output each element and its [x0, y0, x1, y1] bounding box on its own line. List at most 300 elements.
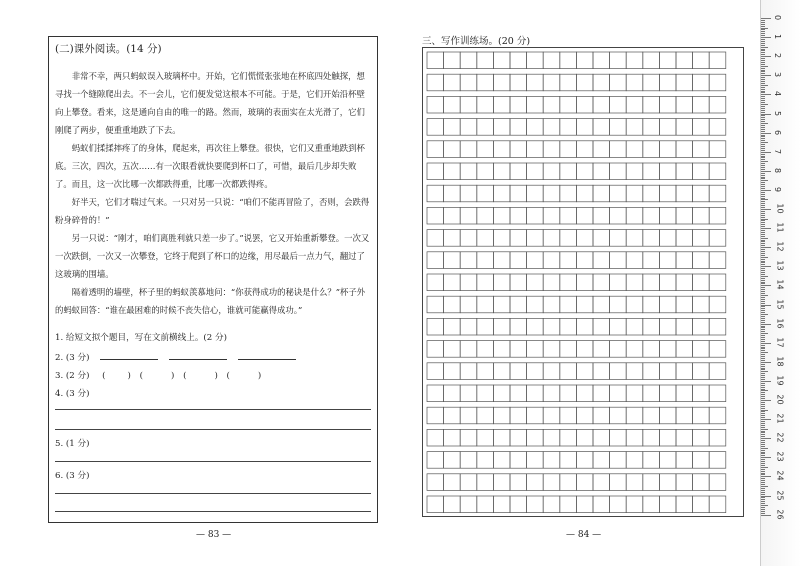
grid-cell[interactable] [510, 74, 527, 91]
grid-cell[interactable] [527, 385, 544, 402]
grid-cell[interactable] [427, 252, 444, 269]
grid-cell[interactable] [576, 496, 593, 513]
grid-cell[interactable] [560, 52, 577, 69]
grid-cell[interactable] [643, 407, 660, 424]
grid-cell[interactable] [543, 407, 560, 424]
grid-cell[interactable] [626, 341, 643, 358]
grid-cell[interactable] [676, 96, 693, 113]
grid-cell[interactable] [510, 296, 527, 313]
grid-cell[interactable] [444, 74, 461, 91]
grid-cell[interactable] [527, 185, 544, 202]
grid-cell[interactable] [659, 52, 676, 69]
grid-cell[interactable] [643, 318, 660, 335]
grid-cell[interactable] [643, 341, 660, 358]
grid-cell[interactable] [643, 296, 660, 313]
grid-cell[interactable] [560, 407, 577, 424]
grid-cell[interactable] [593, 252, 610, 269]
grid-cell[interactable] [576, 207, 593, 224]
grid-cell[interactable] [693, 96, 710, 113]
grid-cell[interactable] [510, 141, 527, 158]
grid-cell[interactable] [610, 296, 627, 313]
grid-cell[interactable] [659, 341, 676, 358]
grid-cell[interactable] [709, 318, 726, 335]
grid-cell[interactable] [543, 207, 560, 224]
answer-blank[interactable] [100, 351, 158, 360]
grid-cell[interactable] [626, 363, 643, 380]
grid-cell[interactable] [510, 363, 527, 380]
grid-cell[interactable] [693, 341, 710, 358]
grid-cell[interactable] [709, 185, 726, 202]
grid-cell[interactable] [610, 207, 627, 224]
grid-cell[interactable] [444, 429, 461, 446]
grid-cell[interactable] [643, 429, 660, 446]
grid-cell[interactable] [493, 141, 510, 158]
grid-cell[interactable] [427, 318, 444, 335]
grid-cell[interactable] [444, 185, 461, 202]
grid-cell[interactable] [576, 363, 593, 380]
grid-cell[interactable] [427, 230, 444, 247]
grid-cell[interactable] [659, 363, 676, 380]
grid-cell[interactable] [543, 252, 560, 269]
grid-cell[interactable] [659, 274, 676, 291]
grid-cell[interactable] [643, 474, 660, 491]
grid-cell[interactable] [527, 74, 544, 91]
grid-cell[interactable] [643, 52, 660, 69]
grid-cell[interactable] [477, 163, 494, 180]
grid-cell[interactable] [543, 52, 560, 69]
grid-cell[interactable] [427, 96, 444, 113]
grid-cell[interactable] [626, 407, 643, 424]
grid-cell[interactable] [709, 230, 726, 247]
grid-cell[interactable] [560, 119, 577, 136]
grid-cell[interactable] [676, 274, 693, 291]
grid-cell[interactable] [527, 407, 544, 424]
grid-cell[interactable] [427, 474, 444, 491]
grid-cell[interactable] [576, 341, 593, 358]
grid-cell[interactable] [527, 96, 544, 113]
grid-cell[interactable] [560, 452, 577, 469]
grid-cell[interactable] [676, 252, 693, 269]
grid-cell[interactable] [610, 363, 627, 380]
grid-cell[interactable] [560, 274, 577, 291]
grid-cell[interactable] [659, 207, 676, 224]
grid-cell[interactable] [659, 474, 676, 491]
grid-cell[interactable] [493, 230, 510, 247]
grid-cell[interactable] [576, 52, 593, 69]
grid-cell[interactable] [444, 252, 461, 269]
grid-cell[interactable] [643, 163, 660, 180]
grid-cell[interactable] [610, 474, 627, 491]
grid-cell[interactable] [460, 296, 477, 313]
grid-cell[interactable] [444, 119, 461, 136]
grid-cell[interactable] [709, 119, 726, 136]
grid-cell[interactable] [643, 230, 660, 247]
grid-cell[interactable] [510, 207, 527, 224]
grid-cell[interactable] [643, 185, 660, 202]
grid-cell[interactable] [493, 363, 510, 380]
grid-cell[interactable] [693, 119, 710, 136]
grid-cell[interactable] [626, 452, 643, 469]
grid-cell[interactable] [643, 74, 660, 91]
grid-cell[interactable] [676, 163, 693, 180]
grid-cell[interactable] [709, 207, 726, 224]
grid-cell[interactable] [510, 252, 527, 269]
grid-cell[interactable] [527, 474, 544, 491]
grid-cell[interactable] [493, 96, 510, 113]
grid-cell[interactable] [626, 141, 643, 158]
grid-cell[interactable] [427, 407, 444, 424]
grid-cell[interactable] [427, 296, 444, 313]
grid-cell[interactable] [493, 474, 510, 491]
grid-cell[interactable] [460, 385, 477, 402]
grid-cell[interactable] [693, 385, 710, 402]
grid-cell[interactable] [527, 274, 544, 291]
grid-cell[interactable] [427, 52, 444, 69]
grid-cell[interactable] [576, 252, 593, 269]
grid-cell[interactable] [593, 119, 610, 136]
grid-cell[interactable] [460, 474, 477, 491]
grid-cell[interactable] [543, 296, 560, 313]
answer-line[interactable] [55, 493, 371, 494]
grid-cell[interactable] [427, 163, 444, 180]
grid-cell[interactable] [460, 429, 477, 446]
grid-cell[interactable] [626, 52, 643, 69]
grid-cell[interactable] [659, 119, 676, 136]
grid-cell[interactable] [709, 296, 726, 313]
grid-cell[interactable] [709, 96, 726, 113]
grid-cell[interactable] [593, 407, 610, 424]
grid-cell[interactable] [659, 429, 676, 446]
grid-cell[interactable] [693, 252, 710, 269]
grid-cell[interactable] [477, 296, 494, 313]
grid-cell[interactable] [444, 474, 461, 491]
grid-cell[interactable] [560, 230, 577, 247]
grid-cell[interactable] [527, 252, 544, 269]
grid-cell[interactable] [477, 318, 494, 335]
grid-cell[interactable] [676, 74, 693, 91]
grid-cell[interactable] [626, 74, 643, 91]
grid-cell[interactable] [560, 496, 577, 513]
grid-cell[interactable] [693, 163, 710, 180]
grid-cell[interactable] [643, 252, 660, 269]
grid-cell[interactable] [527, 496, 544, 513]
grid-cell[interactable] [576, 119, 593, 136]
grid-cell[interactable] [676, 407, 693, 424]
grid-cell[interactable] [676, 474, 693, 491]
grid-cell[interactable] [444, 274, 461, 291]
grid-cell[interactable] [527, 296, 544, 313]
grid-cell[interactable] [626, 230, 643, 247]
grid-cell[interactable] [527, 363, 544, 380]
grid-cell[interactable] [693, 207, 710, 224]
grid-cell[interactable] [444, 318, 461, 335]
grid-cell[interactable] [626, 496, 643, 513]
grid-cell[interactable] [593, 385, 610, 402]
grid-cell[interactable] [593, 207, 610, 224]
grid-cell[interactable] [659, 141, 676, 158]
grid-cell[interactable] [527, 141, 544, 158]
grid-cell[interactable] [709, 252, 726, 269]
answer-line[interactable] [55, 511, 371, 512]
grid-cell[interactable] [593, 341, 610, 358]
answer-line[interactable] [55, 429, 371, 430]
grid-cell[interactable] [493, 341, 510, 358]
grid-cell[interactable] [510, 52, 527, 69]
grid-cell[interactable] [693, 230, 710, 247]
grid-cell[interactable] [427, 74, 444, 91]
grid-cell[interactable] [477, 52, 494, 69]
grid-cell[interactable] [444, 496, 461, 513]
grid-cell[interactable] [626, 318, 643, 335]
grid-cell[interactable] [593, 141, 610, 158]
grid-cell[interactable] [477, 474, 494, 491]
grid-cell[interactable] [676, 385, 693, 402]
grid-cell[interactable] [510, 385, 527, 402]
grid-cell[interactable] [626, 252, 643, 269]
grid-cell[interactable] [444, 163, 461, 180]
grid-cell[interactable] [626, 185, 643, 202]
grid-cell[interactable] [626, 429, 643, 446]
grid-cell[interactable] [659, 74, 676, 91]
grid-cell[interactable] [543, 185, 560, 202]
grid-cell[interactable] [709, 452, 726, 469]
grid-cell[interactable] [493, 52, 510, 69]
grid-cell[interactable] [444, 207, 461, 224]
grid-cell[interactable] [460, 207, 477, 224]
grid-cell[interactable] [527, 163, 544, 180]
grid-cell[interactable] [576, 274, 593, 291]
grid-cell[interactable] [477, 141, 494, 158]
grid-cell[interactable] [626, 296, 643, 313]
grid-cell[interactable] [709, 474, 726, 491]
grid-cell[interactable] [493, 274, 510, 291]
grid-cell[interactable] [593, 363, 610, 380]
grid-cell[interactable] [693, 274, 710, 291]
grid-cell[interactable] [610, 274, 627, 291]
grid-cell[interactable] [626, 207, 643, 224]
grid-cell[interactable] [576, 385, 593, 402]
grid-cell[interactable] [610, 318, 627, 335]
grid-cell[interactable] [560, 207, 577, 224]
grid-cell[interactable] [676, 207, 693, 224]
grid-cell[interactable] [709, 496, 726, 513]
grid-cell[interactable] [693, 452, 710, 469]
grid-cell[interactable] [477, 341, 494, 358]
grid-cell[interactable] [510, 318, 527, 335]
grid-cell[interactable] [543, 474, 560, 491]
grid-cell[interactable] [593, 296, 610, 313]
grid-cell[interactable] [527, 318, 544, 335]
grid-cell[interactable] [560, 185, 577, 202]
grid-cell[interactable] [543, 163, 560, 180]
grid-cell[interactable] [560, 141, 577, 158]
grid-cell[interactable] [444, 363, 461, 380]
grid-cell[interactable] [493, 74, 510, 91]
grid-cell[interactable] [477, 363, 494, 380]
grid-cell[interactable] [560, 385, 577, 402]
grid-cell[interactable] [576, 296, 593, 313]
grid-cell[interactable] [693, 496, 710, 513]
grid-cell[interactable] [477, 119, 494, 136]
grid-cell[interactable] [460, 185, 477, 202]
grid-cell[interactable] [593, 185, 610, 202]
grid-cell[interactable] [643, 274, 660, 291]
grid-cell[interactable] [693, 429, 710, 446]
grid-cell[interactable] [427, 119, 444, 136]
grid-cell[interactable] [676, 296, 693, 313]
grid-cell[interactable] [693, 185, 710, 202]
grid-cell[interactable] [460, 163, 477, 180]
grid-cell[interactable] [477, 496, 494, 513]
grid-cell[interactable] [560, 74, 577, 91]
grid-cell[interactable] [543, 363, 560, 380]
grid-cell[interactable] [610, 163, 627, 180]
grid-cell[interactable] [576, 141, 593, 158]
grid-cell[interactable] [576, 429, 593, 446]
grid-cell[interactable] [659, 318, 676, 335]
grid-cell[interactable] [676, 452, 693, 469]
grid-cell[interactable] [543, 429, 560, 446]
grid-cell[interactable] [709, 363, 726, 380]
grid-cell[interactable] [527, 429, 544, 446]
grid-cell[interactable] [560, 296, 577, 313]
grid-cell[interactable] [576, 74, 593, 91]
grid-cell[interactable] [676, 230, 693, 247]
grid-cell[interactable] [693, 141, 710, 158]
answer-line[interactable] [55, 409, 371, 410]
grid-cell[interactable] [693, 363, 710, 380]
grid-cell[interactable] [659, 407, 676, 424]
grid-cell[interactable] [427, 429, 444, 446]
grid-cell[interactable] [659, 230, 676, 247]
grid-cell[interactable] [593, 74, 610, 91]
grid-cell[interactable] [444, 141, 461, 158]
grid-cell[interactable] [593, 52, 610, 69]
grid-cell[interactable] [444, 452, 461, 469]
grid-cell[interactable] [527, 341, 544, 358]
grid-cell[interactable] [543, 341, 560, 358]
grid-cell[interactable] [543, 96, 560, 113]
grid-cell[interactable] [510, 496, 527, 513]
grid-cell[interactable] [543, 274, 560, 291]
grid-cell[interactable] [709, 429, 726, 446]
grid-cell[interactable] [576, 452, 593, 469]
grid-cell[interactable] [510, 119, 527, 136]
grid-cell[interactable] [560, 341, 577, 358]
grid-cell[interactable] [510, 230, 527, 247]
grid-cell[interactable] [610, 52, 627, 69]
grid-cell[interactable] [444, 52, 461, 69]
grid-cell[interactable] [693, 74, 710, 91]
grid-cell[interactable] [659, 385, 676, 402]
grid-cell[interactable] [444, 341, 461, 358]
grid-cell[interactable] [659, 96, 676, 113]
grid-cell[interactable] [709, 52, 726, 69]
grid-cell[interactable] [676, 185, 693, 202]
grid-cell[interactable] [610, 141, 627, 158]
grid-cell[interactable] [543, 496, 560, 513]
grid-cell[interactable] [626, 385, 643, 402]
grid-cell[interactable] [543, 385, 560, 402]
grid-cell[interactable] [676, 429, 693, 446]
grid-cell[interactable] [444, 96, 461, 113]
grid-cell[interactable] [543, 318, 560, 335]
grid-cell[interactable] [610, 74, 627, 91]
grid-cell[interactable] [493, 185, 510, 202]
grid-cell[interactable] [477, 230, 494, 247]
answer-blank[interactable] [238, 351, 296, 360]
grid-cell[interactable] [643, 96, 660, 113]
grid-cell[interactable] [427, 496, 444, 513]
grid-cell[interactable] [427, 207, 444, 224]
grid-cell[interactable] [477, 274, 494, 291]
grid-cell[interactable] [576, 185, 593, 202]
answer-blank[interactable] [169, 351, 227, 360]
grid-cell[interactable] [676, 141, 693, 158]
grid-cell[interactable] [593, 452, 610, 469]
grid-cell[interactable] [510, 163, 527, 180]
grid-cell[interactable] [527, 452, 544, 469]
grid-cell[interactable] [593, 96, 610, 113]
grid-cell[interactable] [576, 407, 593, 424]
grid-cell[interactable] [593, 429, 610, 446]
grid-cell[interactable] [593, 474, 610, 491]
grid-cell[interactable] [626, 96, 643, 113]
grid-cell[interactable] [659, 452, 676, 469]
grid-cell[interactable] [460, 341, 477, 358]
grid-cell[interactable] [460, 318, 477, 335]
grid-cell[interactable] [477, 74, 494, 91]
grid-cell[interactable] [543, 230, 560, 247]
grid-cell[interactable] [477, 407, 494, 424]
grid-cell[interactable] [610, 407, 627, 424]
grid-cell[interactable] [709, 274, 726, 291]
grid-cell[interactable] [510, 185, 527, 202]
grid-cell[interactable] [709, 163, 726, 180]
grid-cell[interactable] [576, 474, 593, 491]
grid-cell[interactable] [477, 429, 494, 446]
grid-cell[interactable] [593, 230, 610, 247]
grid-cell[interactable] [576, 163, 593, 180]
grid-cell[interactable] [709, 341, 726, 358]
grid-cell[interactable] [527, 119, 544, 136]
grid-cell[interactable] [460, 74, 477, 91]
grid-cell[interactable] [493, 163, 510, 180]
grid-cell[interactable] [493, 252, 510, 269]
grid-cell[interactable] [560, 363, 577, 380]
grid-cell[interactable] [510, 274, 527, 291]
grid-cell[interactable] [460, 96, 477, 113]
grid-cell[interactable] [693, 296, 710, 313]
grid-cell[interactable] [560, 429, 577, 446]
grid-cell[interactable] [643, 385, 660, 402]
grid-cell[interactable] [460, 141, 477, 158]
grid-cell[interactable] [610, 230, 627, 247]
grid-cell[interactable] [493, 296, 510, 313]
grid-cell[interactable] [460, 252, 477, 269]
grid-cell[interactable] [659, 296, 676, 313]
grid-cell[interactable] [477, 96, 494, 113]
grid-cell[interactable] [477, 452, 494, 469]
grid-cell[interactable] [510, 474, 527, 491]
grid-cell[interactable] [427, 385, 444, 402]
grid-cell[interactable] [610, 185, 627, 202]
grid-cell[interactable] [460, 496, 477, 513]
grid-cell[interactable] [460, 230, 477, 247]
grid-cell[interactable] [477, 207, 494, 224]
grid-cell[interactable] [709, 74, 726, 91]
grid-cell[interactable] [543, 119, 560, 136]
